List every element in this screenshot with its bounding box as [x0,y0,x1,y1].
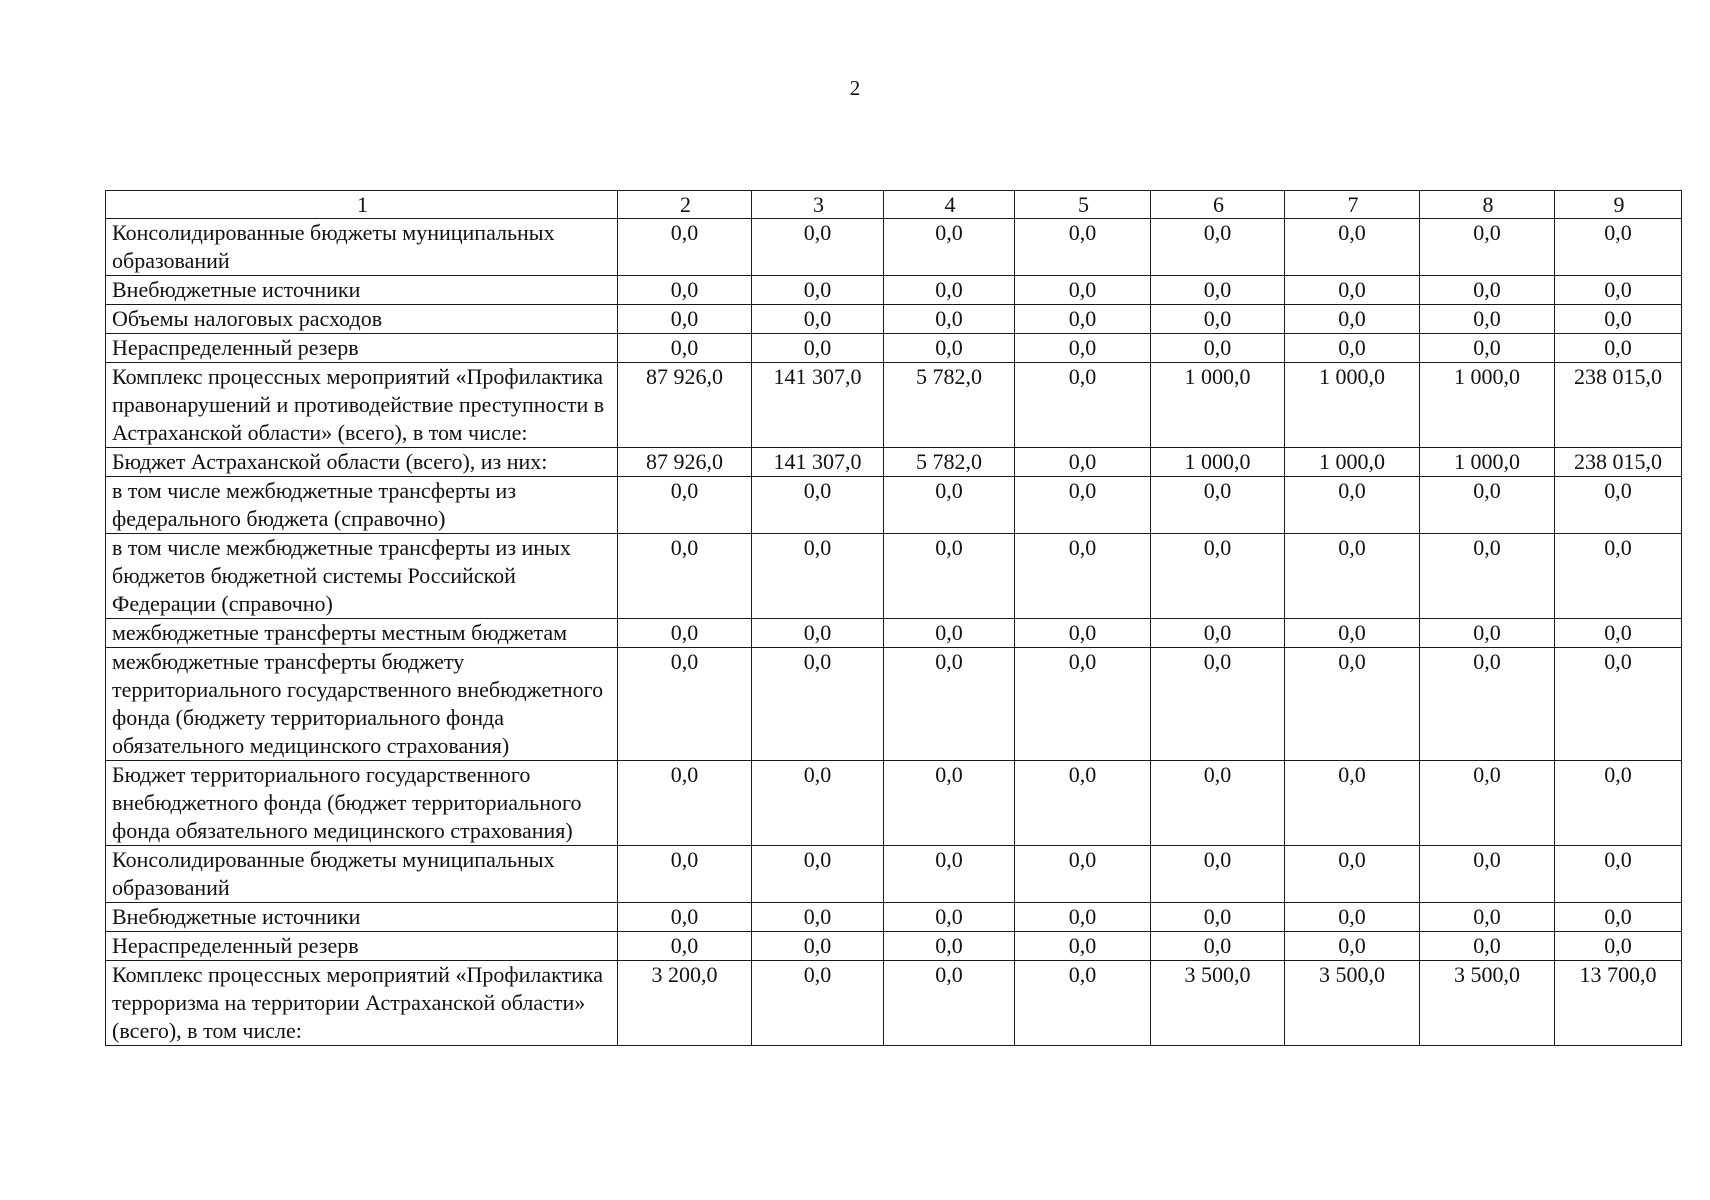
row-value: 0,0 [1015,534,1151,619]
row-value: 0,0 [1285,761,1420,846]
row-value: 0,0 [1420,477,1555,534]
row-value: 1 000,0 [1285,448,1420,477]
row-value: 0,0 [752,761,884,846]
row-value: 0,0 [1285,903,1420,932]
row-value: 0,0 [618,932,752,961]
row-value: 0,0 [1285,932,1420,961]
row-value: 0,0 [1285,276,1420,305]
row-value: 0,0 [1015,761,1151,846]
row-value: 0,0 [884,648,1015,761]
row-value: 0,0 [1420,903,1555,932]
row-value: 3 500,0 [1151,961,1285,1046]
table-row [106,903,1682,932]
column-header: 5 [1015,191,1151,219]
column-header: 3 [752,191,884,219]
row-value: 87 926,0 [618,363,752,448]
row-value: 0,0 [1151,648,1285,761]
row-value: 0,0 [1151,619,1285,648]
row-value: 0,0 [884,932,1015,961]
row-value: 3 500,0 [1285,961,1420,1046]
row-value: 0,0 [1420,305,1555,334]
row-label: Объемы налоговых расходов [106,305,618,334]
row-value: 0,0 [752,305,884,334]
row-value: 0,0 [884,219,1015,276]
row-value: 0,0 [618,846,752,903]
row-value: 0,0 [1151,219,1285,276]
row-value: 0,0 [1555,477,1682,534]
row-value: 1 000,0 [1151,363,1285,448]
row-value: 0,0 [1555,761,1682,846]
table-row [106,363,1682,448]
row-value: 0,0 [1420,276,1555,305]
row-label: Комплекс процессных мероприятий «Профилактика правонарушений и противодействие преступности в Астраханской области» (всего), в том числе: [106,363,618,448]
row-value: 0,0 [1555,846,1682,903]
row-value: 0,0 [618,761,752,846]
row-value: 0,0 [752,534,884,619]
row-value: 0,0 [1420,334,1555,363]
row-value: 0,0 [752,903,884,932]
row-value: 5 782,0 [884,363,1015,448]
row-value: 0,0 [1151,761,1285,846]
row-value: 0,0 [1555,219,1682,276]
table-row [106,534,1682,619]
column-header: 4 [884,191,1015,219]
row-value: 0,0 [1015,619,1151,648]
row-value: 3 200,0 [618,961,752,1046]
row-value: 0,0 [1555,932,1682,961]
row-value: 0,0 [1015,932,1151,961]
column-header: 7 [1285,191,1420,219]
row-value: 0,0 [618,219,752,276]
row-value: 0,0 [1015,305,1151,334]
column-header: 9 [1555,191,1682,219]
row-value: 0,0 [1555,648,1682,761]
row-value: 141 307,0 [752,448,884,477]
row-value: 0,0 [1015,903,1151,932]
row-value: 238 015,0 [1555,363,1682,448]
table-header-row [106,191,1682,219]
row-value: 0,0 [1555,305,1682,334]
row-value: 0,0 [1285,219,1420,276]
table-row [106,448,1682,477]
row-value: 0,0 [884,761,1015,846]
row-value: 0,0 [1015,448,1151,477]
row-value: 0,0 [1285,846,1420,903]
row-label: межбюджетные трансферты местным бюджетам [106,619,618,648]
row-label: Нераспределенный резерв [106,932,618,961]
row-label: межбюджетные трансферты бюджету территориального государственного внебюджетного фонда (бюджету территориального фонда обязательного медицинского страхования) [106,648,618,761]
row-value: 0,0 [752,276,884,305]
table-body [106,191,1682,1046]
column-header: 1 [106,191,618,219]
row-label: Внебюджетные источники [106,276,618,305]
row-value: 0,0 [1420,761,1555,846]
row-value: 0,0 [752,219,884,276]
row-value: 141 307,0 [752,363,884,448]
row-value: 1 000,0 [1151,448,1285,477]
row-value: 0,0 [884,334,1015,363]
budget-table [105,190,1682,1046]
row-value: 0,0 [1420,219,1555,276]
row-value: 0,0 [1015,276,1151,305]
table-row [106,305,1682,334]
row-value: 0,0 [1420,846,1555,903]
row-value: 0,0 [1420,619,1555,648]
column-header: 6 [1151,191,1285,219]
row-value: 0,0 [884,846,1015,903]
table-row [106,334,1682,363]
row-value: 0,0 [1420,648,1555,761]
row-value: 0,0 [618,305,752,334]
row-value: 0,0 [1015,477,1151,534]
row-value: 0,0 [1151,305,1285,334]
row-value: 0,0 [752,648,884,761]
row-value: 0,0 [1015,334,1151,363]
row-value: 0,0 [1015,846,1151,903]
row-value: 238 015,0 [1555,448,1682,477]
column-header: 2 [618,191,752,219]
row-value: 13 700,0 [1555,961,1682,1046]
row-label: Консолидированные бюджеты муниципальных образований [106,846,618,903]
table-row [106,761,1682,846]
row-value: 1 000,0 [1420,363,1555,448]
page-number: 2 [849,76,861,100]
column-header: 8 [1420,191,1555,219]
row-value: 0,0 [752,477,884,534]
row-value: 3 500,0 [1420,961,1555,1046]
table-row [106,961,1682,1046]
table-row [106,932,1682,961]
row-value: 0,0 [1555,334,1682,363]
row-value: 0,0 [752,334,884,363]
row-value: 0,0 [618,534,752,619]
row-value: 0,0 [752,846,884,903]
row-value: 0,0 [1285,619,1420,648]
row-value: 0,0 [618,619,752,648]
row-value: 0,0 [1151,276,1285,305]
row-value: 0,0 [752,932,884,961]
table-row [106,276,1682,305]
row-value: 0,0 [1555,276,1682,305]
row-value: 0,0 [618,334,752,363]
row-value: 0,0 [1151,903,1285,932]
row-label: Бюджет территориального государственного внебюджетного фонда (бюджет территориального фонда обязательного медицинского страхования) [106,761,618,846]
row-value: 0,0 [1151,846,1285,903]
row-value: 0,0 [618,648,752,761]
row-value: 0,0 [1285,648,1420,761]
row-value: 0,0 [1015,961,1151,1046]
row-value: 0,0 [1555,903,1682,932]
row-value: 0,0 [884,276,1015,305]
row-value: 0,0 [618,903,752,932]
row-value: 0,0 [884,903,1015,932]
row-value: 0,0 [1015,363,1151,448]
row-value: 0,0 [1285,534,1420,619]
row-value: 87 926,0 [618,448,752,477]
table-row [106,477,1682,534]
row-value: 0,0 [1151,932,1285,961]
row-value: 1 000,0 [1420,448,1555,477]
row-value: 0,0 [618,477,752,534]
row-value: 0,0 [1015,219,1151,276]
row-value: 0,0 [884,477,1015,534]
row-value: 0,0 [884,619,1015,648]
row-value: 0,0 [1420,932,1555,961]
row-value: 0,0 [752,619,884,648]
row-label: в том числе межбюджетные трансферты из иных бюджетов бюджетной системы Российской Федерации (справочно) [106,534,618,619]
row-value: 0,0 [1015,648,1151,761]
row-label: Комплекс процессных мероприятий «Профилактика терроризма на территории Астраханской области» (всего), в том числе: [106,961,618,1046]
row-value: 0,0 [1151,477,1285,534]
row-value: 0,0 [1285,305,1420,334]
table-row [106,619,1682,648]
row-value: 0,0 [618,276,752,305]
row-value: 1 000,0 [1285,363,1420,448]
table-row [106,219,1682,276]
row-value: 0,0 [884,305,1015,334]
row-value: 0,0 [1555,619,1682,648]
row-label: Нераспределенный резерв [106,334,618,363]
row-value: 0,0 [1285,334,1420,363]
row-value: 0,0 [1285,477,1420,534]
row-value: 5 782,0 [884,448,1015,477]
row-value: 0,0 [752,961,884,1046]
row-label: Внебюджетные источники [106,903,618,932]
row-value: 0,0 [1151,534,1285,619]
table-row [106,846,1682,903]
row-value: 0,0 [1151,334,1285,363]
row-value: 0,0 [884,534,1015,619]
table-row [106,648,1682,761]
row-label: Консолидированные бюджеты муниципальных образований [106,219,618,276]
row-value: 0,0 [1420,534,1555,619]
row-label: Бюджет Астраханской области (всего), из них: [106,448,618,477]
row-value: 0,0 [884,961,1015,1046]
row-label: в том числе межбюджетные трансферты из федерального бюджета (справочно) [106,477,618,534]
row-value: 0,0 [1555,534,1682,619]
